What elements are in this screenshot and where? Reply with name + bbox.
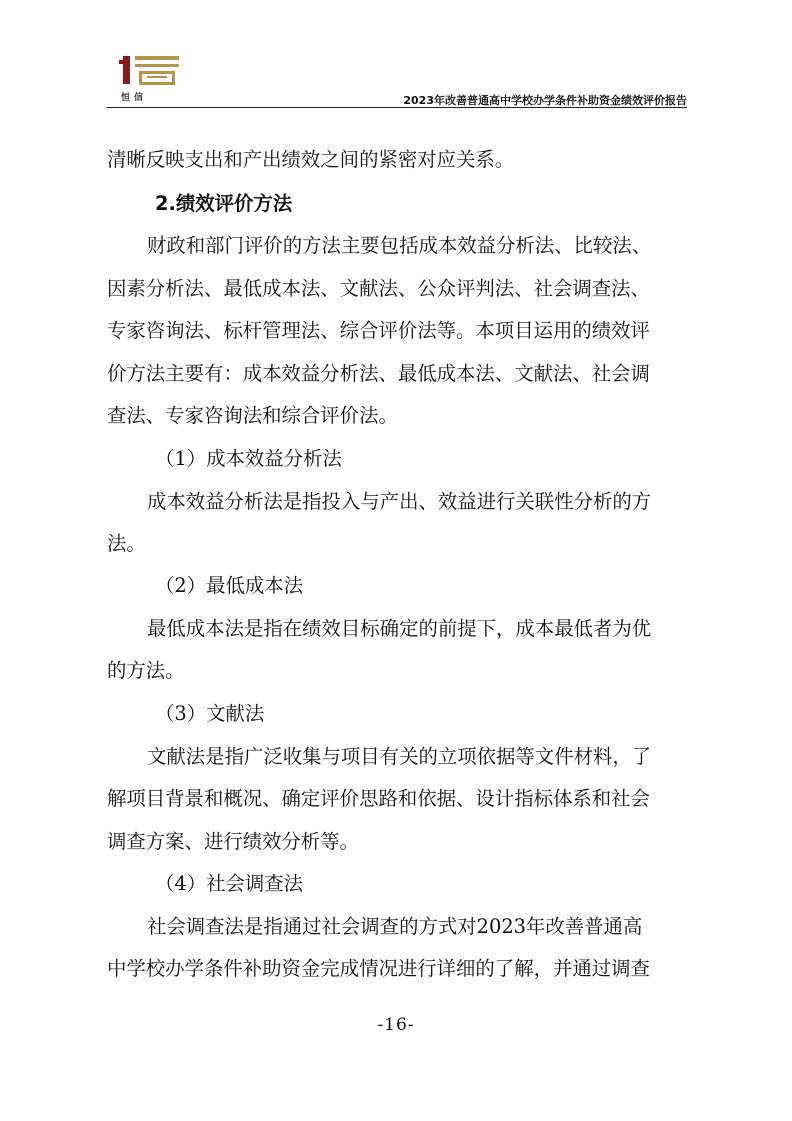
subsection-heading: （2）最低成本法: [155, 574, 304, 597]
text-line: 清晰反映支出和产出绩效之间的紧密对应关系。: [107, 148, 515, 171]
text-line: 专家咨询法、标杆管理法、综合评价法等。本项目运用的绩效评: [107, 319, 650, 342]
text-line: 中学校办学条件补助资金完成情况进行详细的了解，并通过调查: [107, 957, 650, 980]
page-header: [107, 52, 687, 108]
text-line: 成本效益分析法是指投入与产出、效益进行关联性分析的方: [147, 490, 652, 513]
subsection-heading: （1）成本效益分析法: [155, 447, 342, 470]
page-number: -16-: [377, 1015, 415, 1035]
text-line: 因素分析法、最低成本法、文献法、公众评判法、社会调查法、: [107, 277, 650, 300]
text-line: 社会调查法是指通过社会调查的方式对2023年改善普通高: [147, 915, 643, 938]
report-title: 2023年改善普通高中学校办学条件补助资金绩效评价报告: [403, 94, 687, 107]
text-line: 调查方案、进行绩效分析等。: [107, 830, 360, 853]
text-line: 的方法。: [107, 659, 185, 682]
text-line: 文献法是指广泛收集与项目有关的立项依据等文件材料，了: [147, 745, 652, 768]
subsection-heading: （3）文献法: [155, 702, 265, 725]
logo-text: 恒信: [121, 93, 148, 103]
text-line: 查法、专家咨询法和综合评价法。: [107, 404, 398, 427]
text-line: 法。: [107, 532, 146, 555]
subsection-heading: （4）社会调查法: [155, 872, 304, 895]
text-line: 解项目背景和概况、确定评价思路和依据、设计指标体系和社会: [107, 787, 650, 810]
text-line: 价方法主要有：成本效益分析法、最低成本法、文献法、社会调: [107, 362, 650, 385]
header-divider: [107, 107, 687, 108]
section-heading: 2.绩效评价方法: [155, 192, 293, 215]
text-line: 最低成本法是指在绩效目标确定的前提下，成本最低者为优: [147, 617, 652, 640]
text-line: 财政和部门评价的方法主要包括成本效益分析法、比较法、: [147, 234, 652, 257]
